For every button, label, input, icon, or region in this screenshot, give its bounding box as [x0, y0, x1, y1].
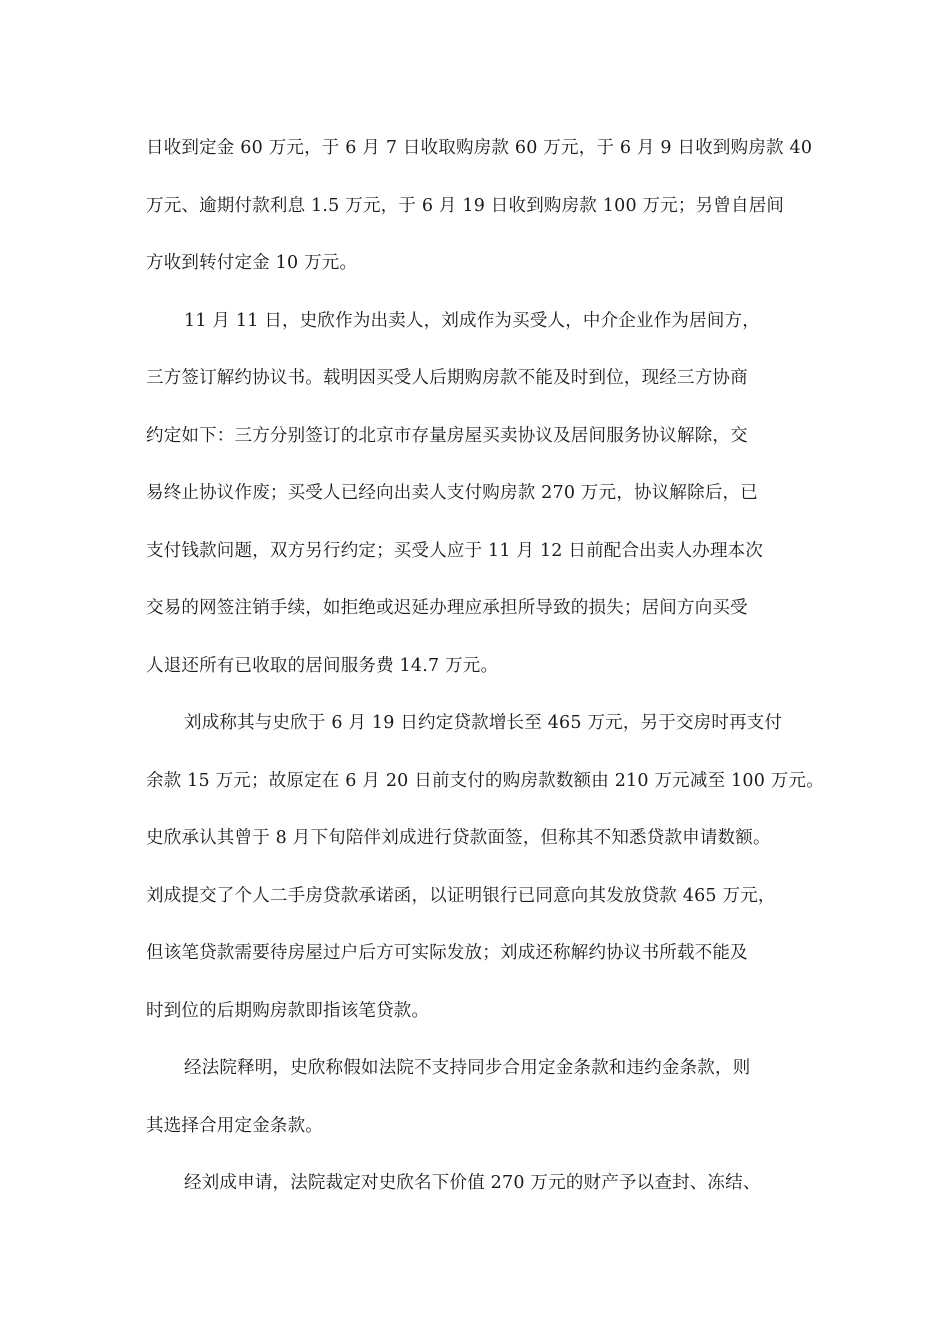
paragraph-2 — [146, 293, 826, 696]
text-line: 交易的网签注销手续，如拒绝或迟延办理应承担所导致的损失；居间方向买受 — [146, 598, 748, 618]
paragraph-1 — [146, 120, 826, 293]
text-line: 易终止协议作废；买受人已经向出卖人支付购房款 270 万元，协议解除后，已 — [146, 483, 758, 503]
text-line: 时到位的后期购房款即指该笔贷款。 — [146, 1000, 430, 1021]
text-line: 经刘成申请，法院裁定对史欣名下价值 270 万元的财产予以查封、冻结、 — [184, 1173, 761, 1193]
text-line: 万元、逾期付款利息 1.5 万元，于 6 月 19 日收到购房款 100 万元；另曾自居间 — [146, 195, 785, 216]
text-line: 人退还所有已收取的居间服务费 14.7 万元。 — [146, 655, 499, 676]
paragraph-5 — [146, 1155, 826, 1213]
text-line: 刘成称其与史欣于 6 月 19 日约定贷款增长至 465 万元，另于交房时再支付 — [184, 713, 783, 733]
paragraph-4 — [146, 1040, 826, 1155]
text-line: 三方签订解约协议书。载明因买受人后期购房款不能及时到位，现经三方协商 — [146, 368, 748, 388]
text-line: 其选择合用定金条款。 — [146, 1115, 323, 1136]
text-line: 刘成提交了个人二手房贷款承诺函，以证明银行已同意向其发放贷款 465 万元， — [146, 885, 776, 906]
text-line: 但该笔贷款需要待房屋过户后方可实际发放；刘成还称解约协议书所载不能及 — [146, 943, 748, 963]
text-line: 余款 15 万元；故原定在 6 月 20 日前支付的购房款数额由 210 万元减至 100 万元。 — [146, 770, 824, 791]
text-line: 日收到定金 60 万元，于 6 月 7 日收取购房款 60 万元，于 6 月 9 日收到购房款 40 — [146, 138, 813, 158]
text-line: 约定如下：三方分别签订的北京市存量房屋买卖协议及居间服务协议解除，交 — [146, 425, 748, 446]
paragraph-3 — [146, 695, 826, 1040]
text-line: 史欣承认其曾于 8 月下旬陪伴刘成进行贷款面签，但称其不知悉贷款申请数额。 — [146, 828, 771, 848]
text-line: 方收到转付定金 10 万元。 — [146, 253, 358, 273]
text-line: 11 月 11 日，史欣作为出卖人，刘成作为买受人，中介企业作为居间方， — [184, 310, 760, 331]
text-line: 经法院释明，史欣称假如法院不支持同步合用定金条款和违约金条款，则 — [184, 1058, 751, 1078]
text-line: 支付钱款问题，双方另行约定；买受人应于 11 月 12 日前配合出卖人办理本次 — [146, 540, 764, 561]
document-body — [146, 120, 826, 1213]
